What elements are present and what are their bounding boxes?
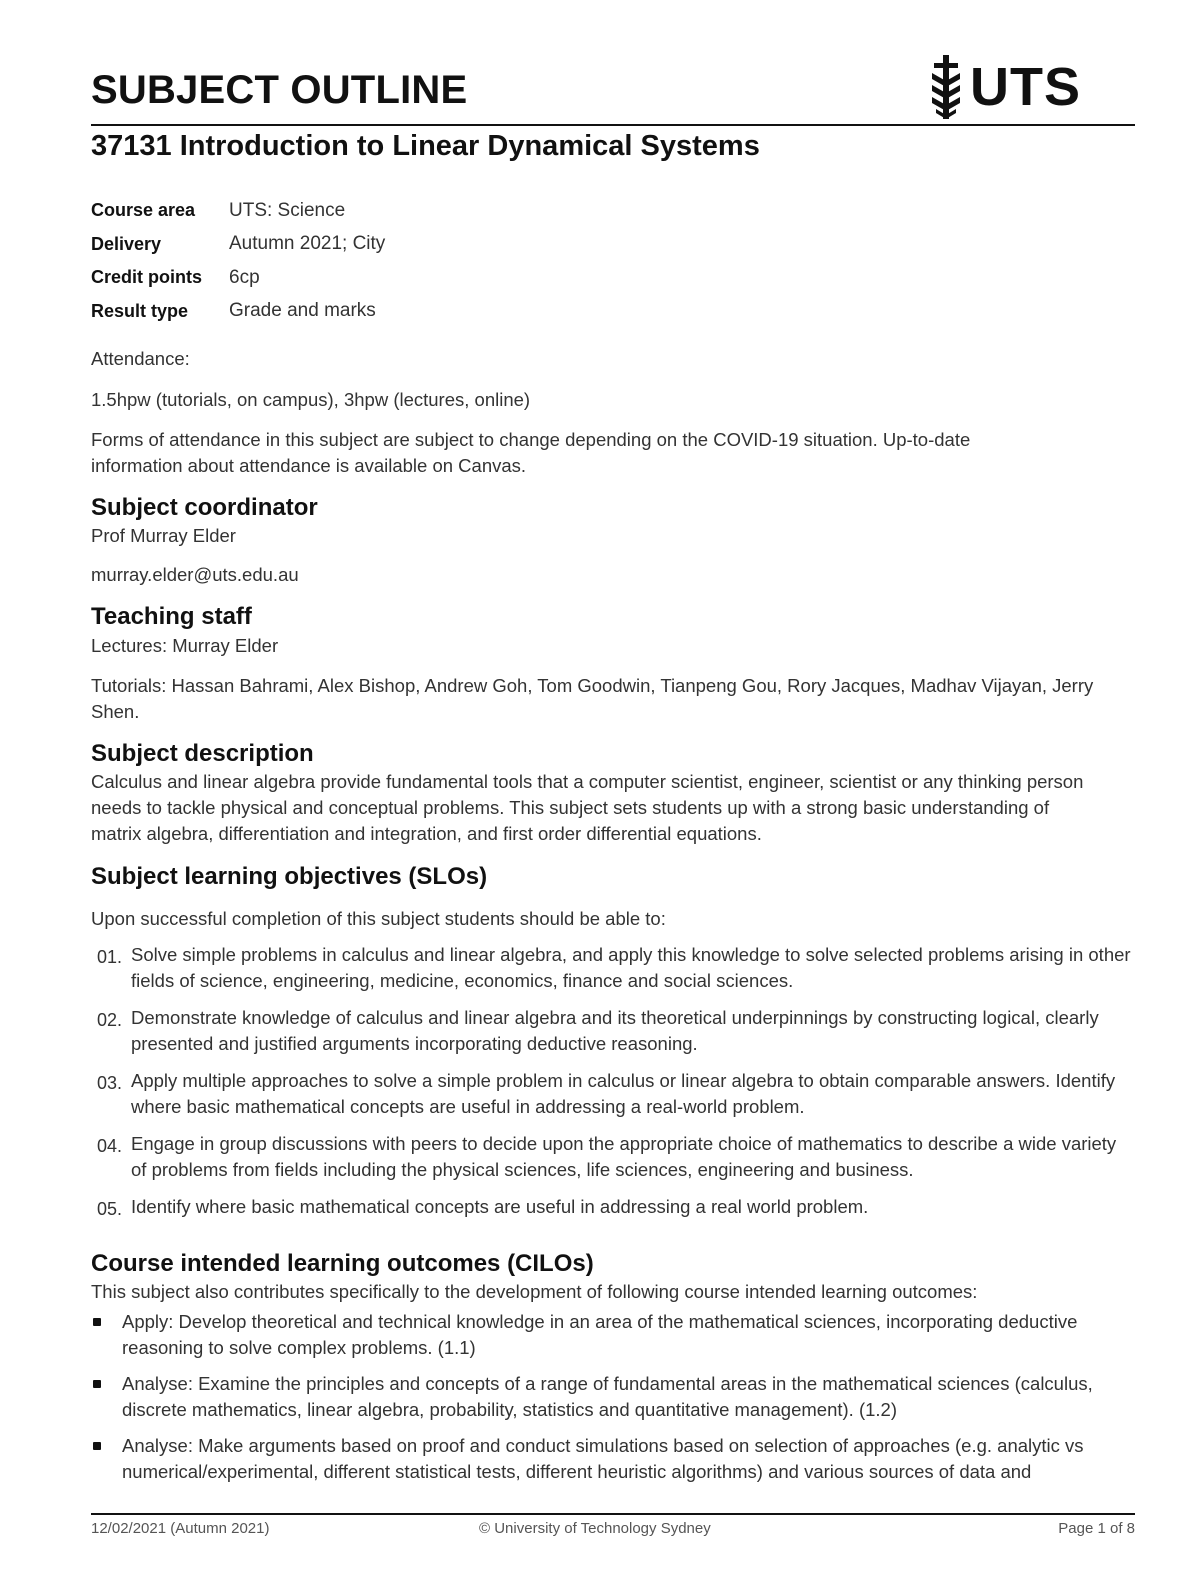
- cilo-text: Analyse: Make arguments based on proof and conduct simulations based on selection of approaches (e.g. analytic vs numerical/experimental, different statistical tests, different heuristic algorithms) and various sources of data and: [122, 1435, 1084, 1482]
- meta-row: [91, 295, 385, 329]
- meta-value: Autumn 2021; City: [229, 233, 386, 255]
- coordinator-name: Prof Murray Elder: [91, 525, 236, 546]
- cilo-text: Apply: Develop theoretical and technical knowledge in an area of the mathematical sciences, incorporating deductive reasoning to solve complex problems. (1.1): [122, 1311, 1078, 1358]
- slo-text: Apply multiple approaches to solve a simple problem in calculus or linear algebra to obtain comparable answers. Identify where basic mathematical concepts are useful in addressing a real-world problem.: [131, 1070, 1116, 1117]
- footer-copyright: © University of Technology Sydney: [479, 1520, 711, 1537]
- bullet-icon: [93, 1380, 101, 1388]
- description-text: Calculus and linear algebra provide fundamental tools that a computer scientist, engineer, scientist or any thinking person needs to tackle physical and conceptual problems. This subject sets students up with a strong basic understanding of matrix algebra, differentiation and integration, and first order differential equations.: [91, 771, 1084, 844]
- header-divider: [91, 124, 1135, 126]
- subject-meta-table: [91, 194, 385, 328]
- meta-key: Course area: [91, 200, 196, 221]
- footer-date: 12/02/2021 (Autumn 2021): [91, 1520, 270, 1537]
- meta-row: [91, 228, 385, 262]
- slo-list: [91, 942, 1135, 1231]
- document-title: SUBJECT OUTLINE: [91, 68, 468, 112]
- bullet-icon: [93, 1442, 101, 1450]
- slos-heading: Subject learning objectives (SLOs): [91, 863, 488, 890]
- bullet-icon: [93, 1318, 101, 1326]
- slos-intro: Upon successful completion of this subject students should be able to:: [91, 908, 666, 929]
- slo-number: 02.: [97, 1010, 123, 1030]
- cilos-intro: This subject also contributes specifically to the development of following course intended learning outcomes:: [91, 1281, 978, 1302]
- slo-item: [91, 1005, 1135, 1057]
- meta-value: 6cp: [229, 266, 260, 288]
- uts-logo-text: UTS: [970, 57, 1081, 117]
- slo-text: Demonstrate knowledge of calculus and linear algebra and its theoretical underpinnings by constructing logical, clearly presented and justified arguments incorporating deductive reasoning.: [131, 1007, 1099, 1054]
- tutorials-staff: Tutorials: Hassan Bahrami, Alex Bishop, Andrew Goh, Tom Goodwin, Tianpeng Gou, Rory Jacques, Madhav Vijayan, Jerry Shen.: [91, 675, 1094, 722]
- meta-key: Credit points: [91, 267, 202, 288]
- cilo-item: [91, 1309, 1135, 1361]
- footer-divider: [91, 1513, 1135, 1515]
- slo-number: 05.: [97, 1199, 123, 1219]
- attendance-hours: 1.5hpw (tutorials, on campus), 3hpw (lectures, online): [91, 389, 531, 410]
- meta-value: UTS: Science: [229, 199, 346, 221]
- cilo-list: [91, 1309, 1135, 1495]
- description-heading: Subject description: [91, 740, 314, 767]
- cilo-item: [91, 1371, 1135, 1423]
- slo-item: [91, 1068, 1135, 1120]
- coordinator-heading: Subject coordinator: [91, 494, 318, 521]
- slo-text: Identify where basic mathematical concepts are useful in addressing a real world problem.: [131, 1196, 869, 1217]
- teaching-staff-heading: Teaching staff: [91, 603, 252, 630]
- meta-key: Delivery: [91, 233, 162, 254]
- meta-value: Grade and marks: [229, 300, 376, 322]
- lectures-staff: Lectures: Murray Elder: [91, 635, 279, 656]
- slo-text: Engage in group discussions with peers to decide upon the appropriate choice of mathematics to describe a wide variety of problems from fields including the physical sciences, life sciences, engineering and business.: [131, 1133, 1117, 1180]
- attendance-note: Forms of attendance in this subject are subject to change depending on the COVID-19 situation. Up-to-date information about attendance is available on Canvas.: [91, 429, 971, 476]
- slo-number: 03.: [97, 1073, 123, 1093]
- slo-item: [91, 942, 1135, 994]
- meta-key: Result type: [91, 300, 189, 321]
- cilo-item: [91, 1433, 1135, 1485]
- cilos-heading: Course intended learning outcomes (CILOs): [91, 1250, 594, 1277]
- coordinator-email: murray.elder@uts.edu.au: [91, 564, 299, 585]
- slo-number: 01.: [97, 947, 123, 967]
- slo-item: [91, 1194, 1135, 1220]
- uts-logo: [928, 52, 1098, 122]
- uts-crest-icon: [928, 55, 964, 119]
- slo-number: 04.: [97, 1136, 123, 1156]
- slo-text: Solve simple problems in calculus and linear algebra, and apply this knowledge to solve selected problems arising in other fields of science, engineering, medicine, economics, finance and social sciences.: [131, 944, 1131, 991]
- meta-row: [91, 261, 385, 295]
- subject-title: 37131 Introduction to Linear Dynamical Systems: [91, 130, 760, 162]
- slo-item: [91, 1131, 1135, 1183]
- attendance-label: Attendance:: [91, 348, 190, 369]
- cilo-text: Analyse: Examine the principles and concepts of a range of fundamental areas in the mathematical sciences (calculus, discrete mathematics, linear algebra, probability, statistics and quantitative management). (1.2): [122, 1373, 1093, 1420]
- footer-page-number: Page 1 of 8: [1058, 1520, 1135, 1537]
- meta-row: [91, 194, 385, 228]
